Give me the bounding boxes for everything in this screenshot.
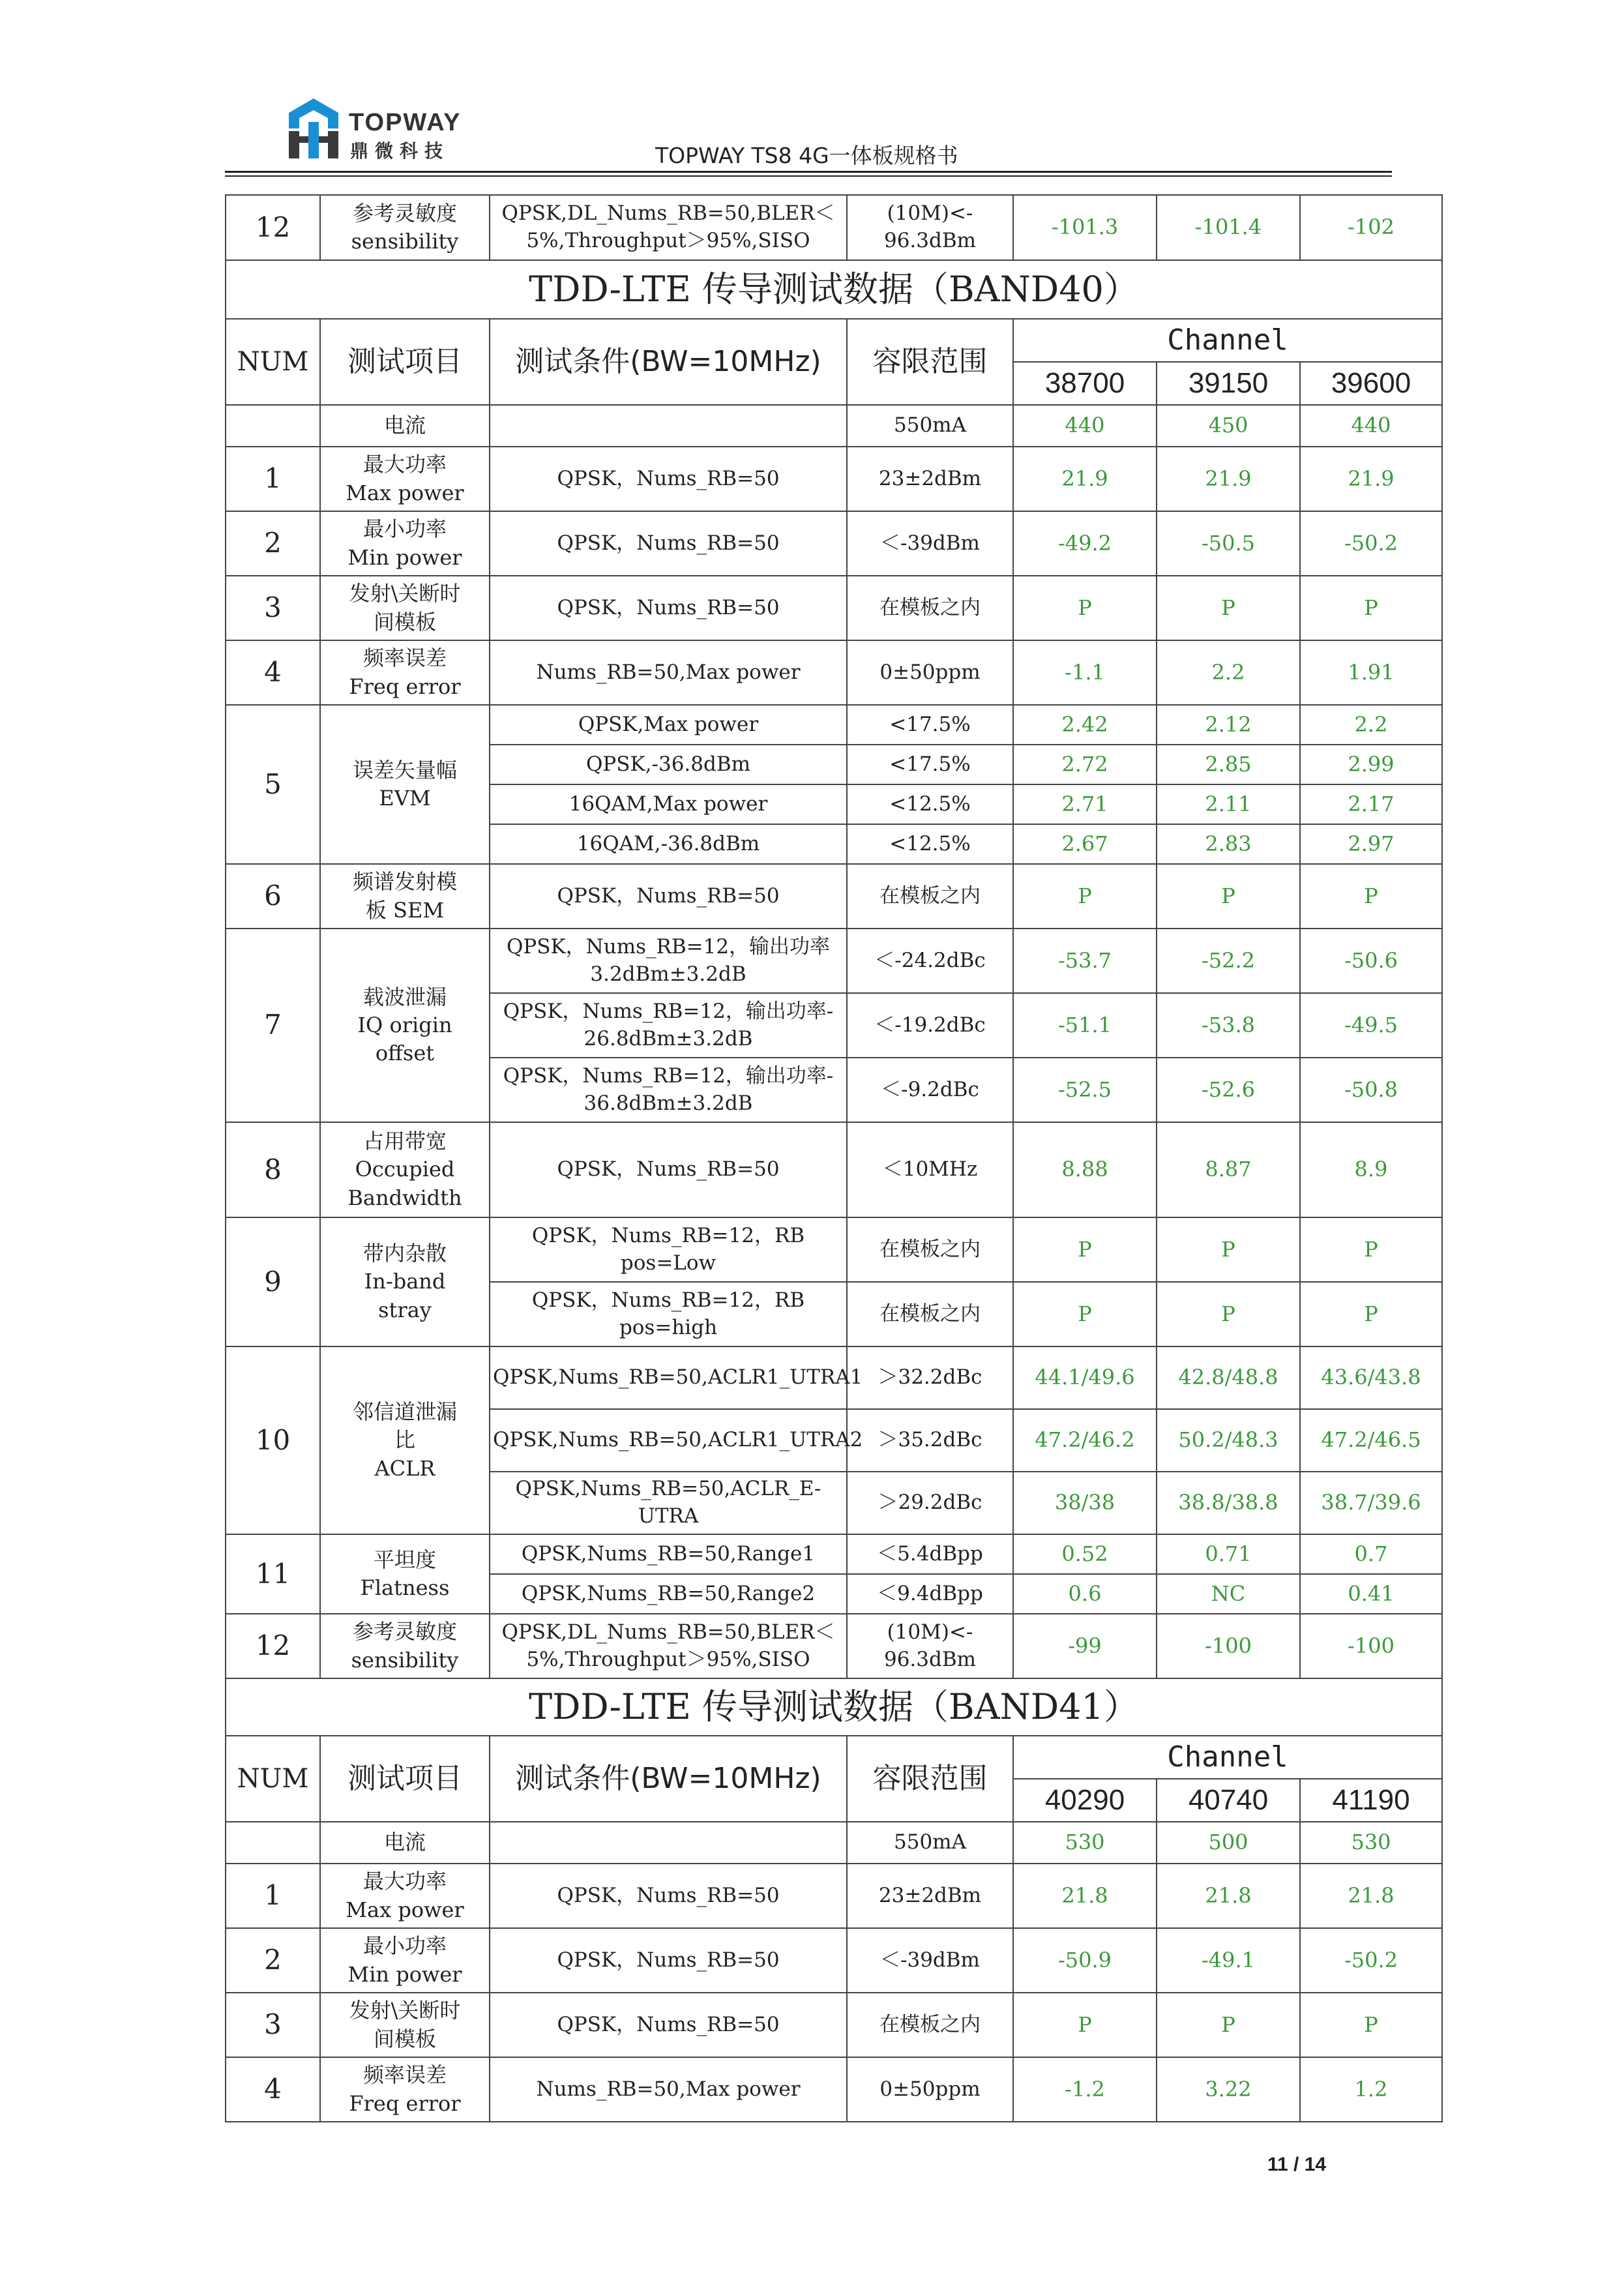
table-row <box>226 1217 1442 1282</box>
value-cell: P <box>1013 576 1157 640</box>
limit-cell: 在模板之内 <box>847 1282 1013 1346</box>
limit-cell: 在模板之内 <box>847 864 1013 929</box>
table-row <box>226 1822 1442 1864</box>
value-cell: -52.2 <box>1157 929 1300 993</box>
condition-cell: QPSK，Nums_RB=50 <box>490 1928 847 1993</box>
value-cell: -1.2 <box>1013 2057 1157 2122</box>
row-num: 6 <box>226 864 320 929</box>
value-cell: -50.5 <box>1157 511 1300 576</box>
row-num: 8 <box>226 1122 320 1217</box>
value-cell: 8.9 <box>1300 1122 1442 1217</box>
table-row <box>226 447 1442 511</box>
value-cell: -100 <box>1157 1614 1300 1678</box>
value-cell: -50.8 <box>1300 1058 1442 1122</box>
value-cell: 2.67 <box>1013 824 1157 864</box>
header-num: NUM <box>226 1736 320 1822</box>
value-cell: 38.8/38.8 <box>1157 1472 1300 1534</box>
value-cell: 38/38 <box>1013 1472 1157 1534</box>
topway-logo-icon <box>284 96 344 161</box>
value-cell: -53.7 <box>1013 929 1157 993</box>
value-cell: -49.5 <box>1300 993 1442 1058</box>
item-cell: 参考灵敏度 sensibility <box>320 195 490 260</box>
limit-cell: 0±50ppm <box>847 2057 1013 2122</box>
header-rule-thin <box>225 175 1392 177</box>
item-cell: 频率误差 Freq error <box>320 2057 490 2122</box>
value-cell: 2.12 <box>1157 705 1300 745</box>
condition-cell: QPSK,Nums_RB=50,ACLR_E-UTRA <box>490 1472 847 1534</box>
condition-cell: 16QAM,Max power <box>490 784 847 824</box>
condition-cell: QPSK，Nums_RB=50 <box>490 864 847 929</box>
value-cell: -52.5 <box>1013 1058 1157 1122</box>
limit-cell: 在模板之内 <box>847 1993 1013 2057</box>
section-title-band40: TDD-LTE 传导测试数据（BAND40） <box>226 260 1442 319</box>
table-row <box>226 576 1442 640</box>
item-cell: 最小功率 Min power <box>320 511 490 576</box>
item-cell: 邻信道泄漏 比 ACLR <box>320 1346 490 1534</box>
value-cell: 440 <box>1013 405 1157 447</box>
table-row <box>226 1122 1442 1217</box>
condition-cell: QPSK,Nums_RB=50,Range1 <box>490 1534 847 1574</box>
document-title: TOPWAY TS8 4G一体板规格书 <box>655 143 958 168</box>
value-cell: P <box>1157 864 1300 929</box>
header-channel: Channel <box>1013 1736 1442 1779</box>
value-cell: 21.8 <box>1157 1864 1300 1928</box>
limit-cell: 550mA <box>847 405 1013 447</box>
item-cell: 最大功率 Max power <box>320 447 490 511</box>
row-num: 3 <box>226 1993 320 2057</box>
value-cell: -101.3 <box>1013 195 1157 260</box>
value-cell: 530 <box>1300 1822 1442 1864</box>
item-cell: 频谱发射模 板 SEM <box>320 864 490 929</box>
condition-cell: QPSK，Nums_RB=12，输出功率- 26.8dBm±3.2dB <box>490 993 847 1058</box>
condition-cell: 16QAM,-36.8dBm <box>490 824 847 864</box>
limit-cell: 550mA <box>847 1822 1013 1864</box>
value-cell: 2.17 <box>1300 784 1442 824</box>
table-row <box>226 864 1442 929</box>
value-cell: -50.2 <box>1300 511 1442 576</box>
row-num: 4 <box>226 2057 320 2122</box>
limit-cell: ＜-39dBm <box>847 511 1013 576</box>
value-cell: 1.2 <box>1300 2057 1442 2122</box>
value-cell: NC <box>1157 1574 1300 1614</box>
limit-cell: ＜5.4dBpp <box>847 1534 1013 1574</box>
limit-cell: ＞35.2dBc <box>847 1409 1013 1472</box>
value-cell: 43.6/43.8 <box>1300 1346 1442 1409</box>
limit-cell: <12.5% <box>847 824 1013 864</box>
header-row <box>226 1736 1442 1779</box>
value-cell: -100 <box>1300 1614 1442 1678</box>
condition-cell: QPSK，Nums_RB=12，RB pos=high <box>490 1282 847 1346</box>
value-cell: P <box>1013 864 1157 929</box>
value-cell: 500 <box>1157 1822 1300 1864</box>
item-cell: 误差矢量幅 EVM <box>320 705 490 864</box>
limit-cell: <17.5% <box>847 705 1013 745</box>
value-cell: 21.9 <box>1300 447 1442 511</box>
value-cell: 2.99 <box>1300 745 1442 784</box>
row-num: 7 <box>226 929 320 1122</box>
value-cell: 440 <box>1300 405 1442 447</box>
page-header <box>225 88 1398 186</box>
limit-cell: <17.5% <box>847 745 1013 784</box>
value-cell: 0.41 <box>1300 1574 1442 1614</box>
value-cell: 0.71 <box>1157 1534 1300 1574</box>
condition-cell: QPSK，Nums_RB=50 <box>490 511 847 576</box>
value-cell: -102 <box>1300 195 1442 260</box>
table-row <box>226 1534 1442 1574</box>
page-number: 11 / 14 <box>1267 2154 1327 2175</box>
value-cell: 47.2/46.2 <box>1013 1409 1157 1472</box>
header-item: 测试项目 <box>320 1736 490 1822</box>
value-cell: 2.97 <box>1300 824 1442 864</box>
value-cell: P <box>1157 1993 1300 2057</box>
channel-number: 39600 <box>1300 362 1442 405</box>
item-cell: 发射\关断时 间模板 <box>320 1993 490 2057</box>
value-cell: 21.9 <box>1157 447 1300 511</box>
value-cell: 1.91 <box>1300 640 1442 705</box>
section-title-band41: TDD-LTE 传导测试数据（BAND41） <box>226 1678 1442 1736</box>
value-cell: -50.6 <box>1300 929 1442 993</box>
limit-cell: 在模板之内 <box>847 576 1013 640</box>
value-cell: -52.6 <box>1157 1058 1300 1122</box>
value-cell: 38.7/39.6 <box>1300 1472 1442 1534</box>
limit-cell: (10M)<- 96.3dBm <box>847 195 1013 260</box>
table-row <box>226 929 1442 993</box>
item-cell: 频率误差 Freq error <box>320 640 490 705</box>
company-logo <box>284 96 557 168</box>
row-num: 12 <box>226 1614 320 1678</box>
table-row <box>226 640 1442 705</box>
header-condition: 测试条件(BW=10MHz) <box>490 319 847 405</box>
value-cell: P <box>1157 1217 1300 1282</box>
value-cell: P <box>1300 1282 1442 1346</box>
value-cell: 47.2/46.5 <box>1300 1409 1442 1472</box>
table-row <box>226 1928 1442 1993</box>
item-cell: 带内杂散 In-band stray <box>320 1217 490 1346</box>
value-cell: 0.52 <box>1013 1534 1157 1574</box>
limit-cell: 23±2dBm <box>847 447 1013 511</box>
header-row <box>226 319 1442 362</box>
condition-cell: QPSK，Nums_RB=12，RB pos=Low <box>490 1217 847 1282</box>
value-cell: 21.8 <box>1300 1864 1442 1928</box>
row-num <box>226 405 320 447</box>
row-num: 10 <box>226 1346 320 1534</box>
table-row <box>226 705 1442 745</box>
condition-cell: Nums_RB=50,Max power <box>490 640 847 705</box>
table-row <box>226 1346 1442 1409</box>
limit-cell: ＜-24.2dBc <box>847 929 1013 993</box>
value-cell: P <box>1300 864 1442 929</box>
item-cell: 最小功率 Min power <box>320 1928 490 1993</box>
value-cell: P <box>1300 1993 1442 2057</box>
value-cell: 21.9 <box>1013 447 1157 511</box>
value-cell: -99 <box>1013 1614 1157 1678</box>
limit-cell: <12.5% <box>847 784 1013 824</box>
header-condition: 测试条件(BW=10MHz) <box>490 1736 847 1822</box>
condition-cell: QPSK，Nums_RB=50 <box>490 1122 847 1217</box>
channel-number: 38700 <box>1013 362 1157 405</box>
value-cell: 2.72 <box>1013 745 1157 784</box>
condition-cell: QPSK，Nums_RB=12，输出功率 3.2dBm±3.2dB <box>490 929 847 993</box>
row-num: 9 <box>226 1217 320 1346</box>
value-cell: 8.88 <box>1013 1122 1157 1217</box>
value-cell: P <box>1157 1282 1300 1346</box>
item-cell: 载波泄漏 IQ origin offset <box>320 929 490 1122</box>
limit-cell: 23±2dBm <box>847 1864 1013 1928</box>
condition-cell: QPSK，Nums_RB=50 <box>490 447 847 511</box>
row-num: 5 <box>226 705 320 864</box>
value-cell: 50.2/48.3 <box>1157 1409 1300 1472</box>
row-num: 1 <box>226 1864 320 1928</box>
table-row <box>226 1614 1442 1678</box>
value-cell: 0.6 <box>1013 1574 1157 1614</box>
value-cell: -1.1 <box>1013 640 1157 705</box>
value-cell: 2.2 <box>1157 640 1300 705</box>
row-num: 11 <box>226 1534 320 1614</box>
logo-text-cn: 鼎微科技 <box>350 140 450 162</box>
condition-cell: QPSK，Nums_RB=50 <box>490 1993 847 2057</box>
table-row <box>226 2057 1442 2122</box>
value-cell: P <box>1013 1993 1157 2057</box>
table-row <box>226 195 1442 260</box>
spec-table <box>225 194 1443 2122</box>
limit-cell: ＞29.2dBc <box>847 1472 1013 1534</box>
row-num: 4 <box>226 640 320 705</box>
header-limit: 容限范围 <box>847 1736 1013 1822</box>
channel-number: 41190 <box>1300 1779 1442 1822</box>
item-cell: 平坦度 Flatness <box>320 1534 490 1614</box>
section-title-row <box>226 260 1442 319</box>
condition-cell: QPSK,-36.8dBm <box>490 745 847 784</box>
value-cell: 530 <box>1013 1822 1157 1864</box>
condition-cell: QPSK,DL_Nums_RB=50,BLER＜ 5%,Throughput＞95%,SISO <box>490 195 847 260</box>
value-cell: 2.42 <box>1013 705 1157 745</box>
table-row <box>226 1864 1442 1928</box>
value-cell: 2.11 <box>1157 784 1300 824</box>
item-cell: 电流 <box>320 1822 490 1864</box>
value-cell: 3.22 <box>1157 2057 1300 2122</box>
value-cell: -50.2 <box>1300 1928 1442 1993</box>
limit-cell: ＜-19.2dBc <box>847 993 1013 1058</box>
item-cell: 参考灵敏度 sensibility <box>320 1614 490 1678</box>
limit-cell: 在模板之内 <box>847 1217 1013 1282</box>
value-cell: P <box>1300 576 1442 640</box>
row-num: 1 <box>226 447 320 511</box>
condition-cell: QPSK，Nums_RB=50 <box>490 1864 847 1928</box>
row-num: 12 <box>226 195 320 260</box>
condition-cell <box>490 1822 847 1864</box>
header-limit: 容限范围 <box>847 319 1013 405</box>
value-cell: 44.1/49.6 <box>1013 1346 1157 1409</box>
channel-number: 40740 <box>1157 1779 1300 1822</box>
value-cell: -49.1 <box>1157 1928 1300 1993</box>
limit-cell: ＜-9.2dBc <box>847 1058 1013 1122</box>
value-cell: P <box>1157 576 1300 640</box>
row-num: 2 <box>226 1928 320 1993</box>
condition-cell: QPSK,DL_Nums_RB=50,BLER＜ 5%,Throughput＞95%,SISO <box>490 1614 847 1678</box>
limit-cell: ＞32.2dBc <box>847 1346 1013 1409</box>
condition-cell: QPSK,Max power <box>490 705 847 745</box>
value-cell: 450 <box>1157 405 1300 447</box>
value-cell: -50.9 <box>1013 1928 1157 1993</box>
channel-number: 40290 <box>1013 1779 1157 1822</box>
channel-number: 39150 <box>1157 362 1300 405</box>
value-cell: P <box>1013 1282 1157 1346</box>
condition-cell: QPSK，Nums_RB=50 <box>490 576 847 640</box>
header-channel: Channel <box>1013 319 1442 362</box>
value-cell: -101.4 <box>1157 195 1300 260</box>
value-cell: -53.8 <box>1157 993 1300 1058</box>
header-item: 测试项目 <box>320 319 490 405</box>
item-cell: 电流 <box>320 405 490 447</box>
row-num: 3 <box>226 576 320 640</box>
value-cell: 2.83 <box>1157 824 1300 864</box>
condition-cell: Nums_RB=50,Max power <box>490 2057 847 2122</box>
logo-text-en: TOPWAY <box>349 109 462 136</box>
header-num: NUM <box>226 319 320 405</box>
condition-cell: QPSK,Nums_RB=50,ACLR1_UTRA2 <box>490 1409 847 1472</box>
value-cell: 2.85 <box>1157 745 1300 784</box>
condition-cell: QPSK,Nums_RB=50,Range2 <box>490 1574 847 1614</box>
row-num: 2 <box>226 511 320 576</box>
value-cell: 0.7 <box>1300 1534 1442 1574</box>
limit-cell: ＜9.4dBpp <box>847 1574 1013 1614</box>
table-row <box>226 511 1442 576</box>
value-cell: 2.2 <box>1300 705 1442 745</box>
condition-cell: QPSK,Nums_RB=50,ACLR1_UTRA1 <box>490 1346 847 1409</box>
value-cell: 2.71 <box>1013 784 1157 824</box>
value-cell: 42.8/48.8 <box>1157 1346 1300 1409</box>
header-rule-thick <box>225 171 1392 173</box>
section-title-row <box>226 1678 1442 1736</box>
value-cell: P <box>1013 1217 1157 1282</box>
row-num <box>226 1822 320 1864</box>
table-row <box>226 405 1442 447</box>
table-row <box>226 1993 1442 2057</box>
item-cell: 最大功率 Max power <box>320 1864 490 1928</box>
item-cell: 发射\关断时 间模板 <box>320 576 490 640</box>
limit-cell: ＜10MHz <box>847 1122 1013 1217</box>
limit-cell: (10M)<- 96.3dBm <box>847 1614 1013 1678</box>
limit-cell: ＜-39dBm <box>847 1928 1013 1993</box>
condition-cell <box>490 405 847 447</box>
item-cell: 占用带宽 Occupied Bandwidth <box>320 1122 490 1217</box>
value-cell: 8.87 <box>1157 1122 1300 1217</box>
value-cell: -51.1 <box>1013 993 1157 1058</box>
value-cell: -49.2 <box>1013 511 1157 576</box>
value-cell: P <box>1300 1217 1442 1282</box>
value-cell: 21.8 <box>1013 1864 1157 1928</box>
limit-cell: 0±50ppm <box>847 640 1013 705</box>
condition-cell: QPSK，Nums_RB=12，输出功率- 36.8dBm±3.2dB <box>490 1058 847 1122</box>
